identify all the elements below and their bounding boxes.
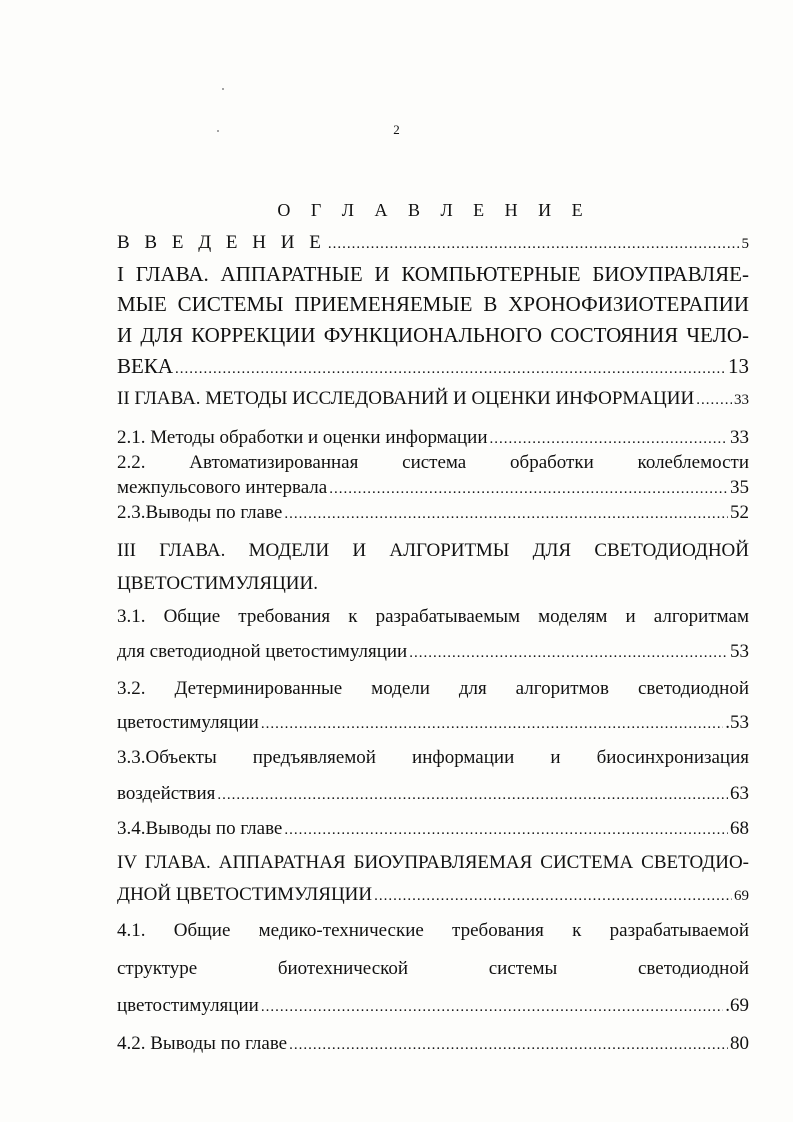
toc-page-number: 52 xyxy=(730,502,749,523)
dot-leader xyxy=(289,1038,728,1053)
toc-section-3-1-line-1[interactable]: 3.1. Общие требования к разрабатываемым моделям и алгоритмам xyxy=(117,606,749,627)
toc-chapter-1-line-4[interactable] xyxy=(117,356,749,377)
dot-leader xyxy=(261,717,723,732)
toc-entry-label: ДНОЙ ЦВЕТОСТИМУЛЯЦИИ xyxy=(117,884,373,905)
toc-page-number: 68 xyxy=(730,818,749,839)
toc-entry-label: 4.2. Выводы по главе xyxy=(117,1033,288,1054)
page-number: 2 xyxy=(393,122,400,137)
toc-entry-label: 2.1. Методы обработки и оценки информации xyxy=(117,427,488,448)
toc-section-3-2-line-2[interactable] xyxy=(117,713,749,732)
toc-section-3-3-line-2[interactable] xyxy=(117,784,749,803)
scan-speck xyxy=(222,88,224,90)
toc-section-3-3-line-1[interactable]: 3.3.Объекты предъявляемой информации и биосинхронизация xyxy=(117,747,749,768)
toc-page-number: 35 xyxy=(730,477,749,498)
toc-section-2-1[interactable] xyxy=(117,428,749,447)
toc-chapter-1-line-2[interactable]: МЫЕ СИСТЕМЫ ПРИЕМЕНЯЕМЫЕ В ХРОНОФИЗИОТЕРАПИИ xyxy=(117,292,749,316)
toc-page-number: 63 xyxy=(730,783,749,804)
toc-entry-label: ВЕКА xyxy=(117,354,174,378)
toc-section-4-1-line-2[interactable]: структуре биотехнической системы светодиодной xyxy=(117,958,749,979)
dot-leader xyxy=(284,823,728,838)
toc-title: О Г Л А В Л Е Н И Е xyxy=(277,200,591,220)
toc-section-2-3[interactable] xyxy=(117,503,749,522)
toc-section-4-2[interactable] xyxy=(117,1034,749,1053)
toc-entry-label: воздействия xyxy=(117,783,216,804)
toc-page-number: 33 xyxy=(734,392,749,408)
toc-chapter-3-line-1[interactable]: III ГЛАВА. МОДЕЛИ И АЛГОРИТМЫ ДЛЯ СВЕТОДИОДНОЙ xyxy=(117,540,749,561)
dot-leader xyxy=(374,889,732,904)
toc-section-2-2-line-2[interactable] xyxy=(117,478,749,497)
toc-page-number: 80 xyxy=(730,1033,749,1054)
toc-page-number: 33 xyxy=(730,427,749,448)
dot-leader xyxy=(284,507,728,522)
toc-chapter-3-line-2[interactable]: ЦВЕТОСТИМУЛЯЦИИ. xyxy=(117,573,318,594)
toc-page-number: .69 xyxy=(725,995,749,1016)
toc-entry-label: II ГЛАВА. МЕТОДЫ ИССЛЕДОВАНИЙ И ОЦЕНКИ ИНФОРМАЦИИ xyxy=(117,388,695,409)
dot-leader xyxy=(490,432,728,447)
toc-entry-label: для светодиодной цветостимуляции xyxy=(117,641,408,662)
dot-leader xyxy=(696,393,732,408)
toc-entry-label: межпульсового интервала xyxy=(117,477,328,498)
toc-chapter-1-line-3[interactable]: И ДЛЯ КОРРЕКЦИИ ФУНКЦИОНАЛЬНОГО СОСТОЯНИЯ ЧЕЛО- xyxy=(117,323,749,347)
dot-leader xyxy=(261,1000,723,1015)
dot-leader xyxy=(217,788,728,803)
toc-page-number: 69 xyxy=(734,888,749,904)
toc-chapter-4-line-1[interactable]: IV ГЛАВА. АППАРАТНАЯ БИОУПРАВЛЯЕМАЯ СИСТЕМА СВЕТОДИО- xyxy=(117,852,749,873)
toc-entry-label: цветостимуляции xyxy=(117,995,259,1016)
toc-section-4-1-line-1[interactable]: 4.1. Общие медико-технические требования к разрабатываемой xyxy=(117,920,749,941)
toc-entry-label: 2.3.Выводы по главе xyxy=(117,502,283,523)
dot-leader xyxy=(328,237,740,252)
toc-page-number: .53 xyxy=(725,712,749,733)
toc-section-4-1-line-3[interactable] xyxy=(117,996,749,1015)
toc-chapter-2[interactable] xyxy=(117,389,749,408)
toc-section-2-2-line-1[interactable]: 2.2. Автоматизированная система обработки колеблемости xyxy=(117,452,749,473)
toc-page-number: 13 xyxy=(728,354,749,378)
toc-chapter-4-line-2[interactable] xyxy=(117,885,749,904)
toc-chapter-1-line-1[interactable]: I ГЛАВА. АППАРАТНЫЕ И КОМПЬЮТЕРНЫЕ БИОУПРАВЛЯЕ- xyxy=(117,262,749,286)
toc-page-number: 5 xyxy=(741,236,749,252)
dot-leader xyxy=(175,362,726,377)
toc-section-3-4[interactable] xyxy=(117,819,749,838)
toc-section-3-1-line-2[interactable] xyxy=(117,642,749,661)
dot-leader xyxy=(329,482,728,497)
toc-page-number: 53 xyxy=(730,641,749,662)
toc-section-3-2-line-1[interactable]: 3.2. Детерминированные модели для алгоритмов светодиодной xyxy=(117,678,749,699)
dot-leader xyxy=(409,646,728,661)
toc-entry-label: 3.4.Выводы по главе xyxy=(117,818,283,839)
toc-entry-label: цветостимуляции xyxy=(117,712,259,733)
toc-entry-intro[interactable] xyxy=(117,233,749,252)
toc-entry-label: В В Е Д Е Н И Е xyxy=(117,232,326,253)
